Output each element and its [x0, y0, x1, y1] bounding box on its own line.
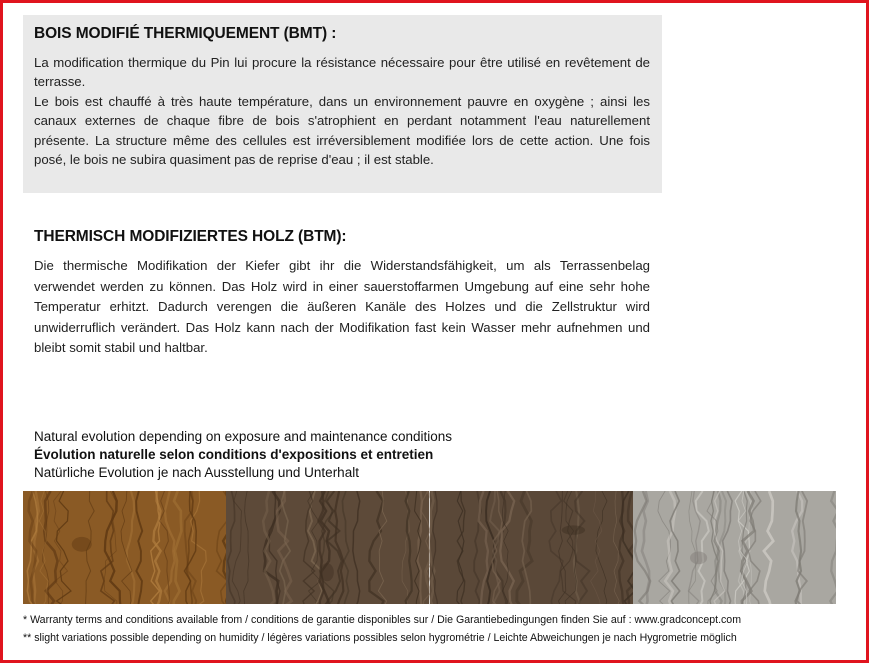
bmt-title: BOIS MODIFIÉ THERMIQUEMENT (BMT) : — [34, 25, 337, 42]
wood-swatch — [226, 491, 429, 604]
btm-section — [23, 228, 662, 359]
btm-text: Die thermische Modifikation der Kiefer gibt ihr die Widerstandsfähigkeit, um als Terrassenbelag verwendet werden zu können. Das Holz wird in einer sauerstoffarmen Umgebung auf eine sehr hohe Temperatur erhitzt. Dadurch verengen die äußeren Kanäle des Holzes und die Zellstruktur wird unwiderruflich verändert. Das Holz kann nach der Modifikation fast kein Wasser mehr aufnehmen und bleibt somit stabil und haltbar. — [34, 258, 650, 355]
footnote-warranty: * Warranty terms and conditions available from / conditions de garantie disponibles sur / Die Garantiebedingungen finden Sie auf : www.gradconcept.com — [23, 614, 742, 626]
evolution-caption-en: Natural evolution depending on exposure and maintenance conditions — [34, 429, 453, 444]
wood-swatch — [430, 491, 633, 604]
wood-swatch-strip — [23, 491, 836, 604]
bmt-section — [23, 15, 662, 193]
wood-swatch — [633, 491, 836, 604]
btm-title: THERMISCH MODIFIZIERTES HOLZ (BTM): — [34, 228, 347, 245]
evolution-captions — [34, 428, 452, 482]
wood-swatch — [23, 491, 226, 604]
footnote-variations: ** slight variations possible depending on humidity / légères variations possibles selon hygrométrie / Leichte Abweichungen je nach Hygrometrie möglich — [23, 632, 737, 644]
bmt-text: La modification thermique du Pin lui procure la résistance nécessaire pour être utilisé en revêtement de terrasse. Le bois est chauffé à très haute température, dans un environnement pauvre en oxygène ; ainsi les canaux externes de chaque fibre de bois s'atrophient en perdant notamment l'eau naturellement présente. La structure même des cellules est irréversiblement modifiée lors de cette action. Une fois posé, le bois ne subira quasiment pas de reprise d'eau ; il est stable. — [34, 55, 650, 168]
evolution-caption-fr: Évolution naturelle selon conditions d'expositions et entretien — [34, 447, 434, 462]
evolution-caption-de: Natürliche Evolution je nach Ausstellung und Unterhalt — [34, 465, 359, 480]
footnotes — [23, 611, 843, 647]
